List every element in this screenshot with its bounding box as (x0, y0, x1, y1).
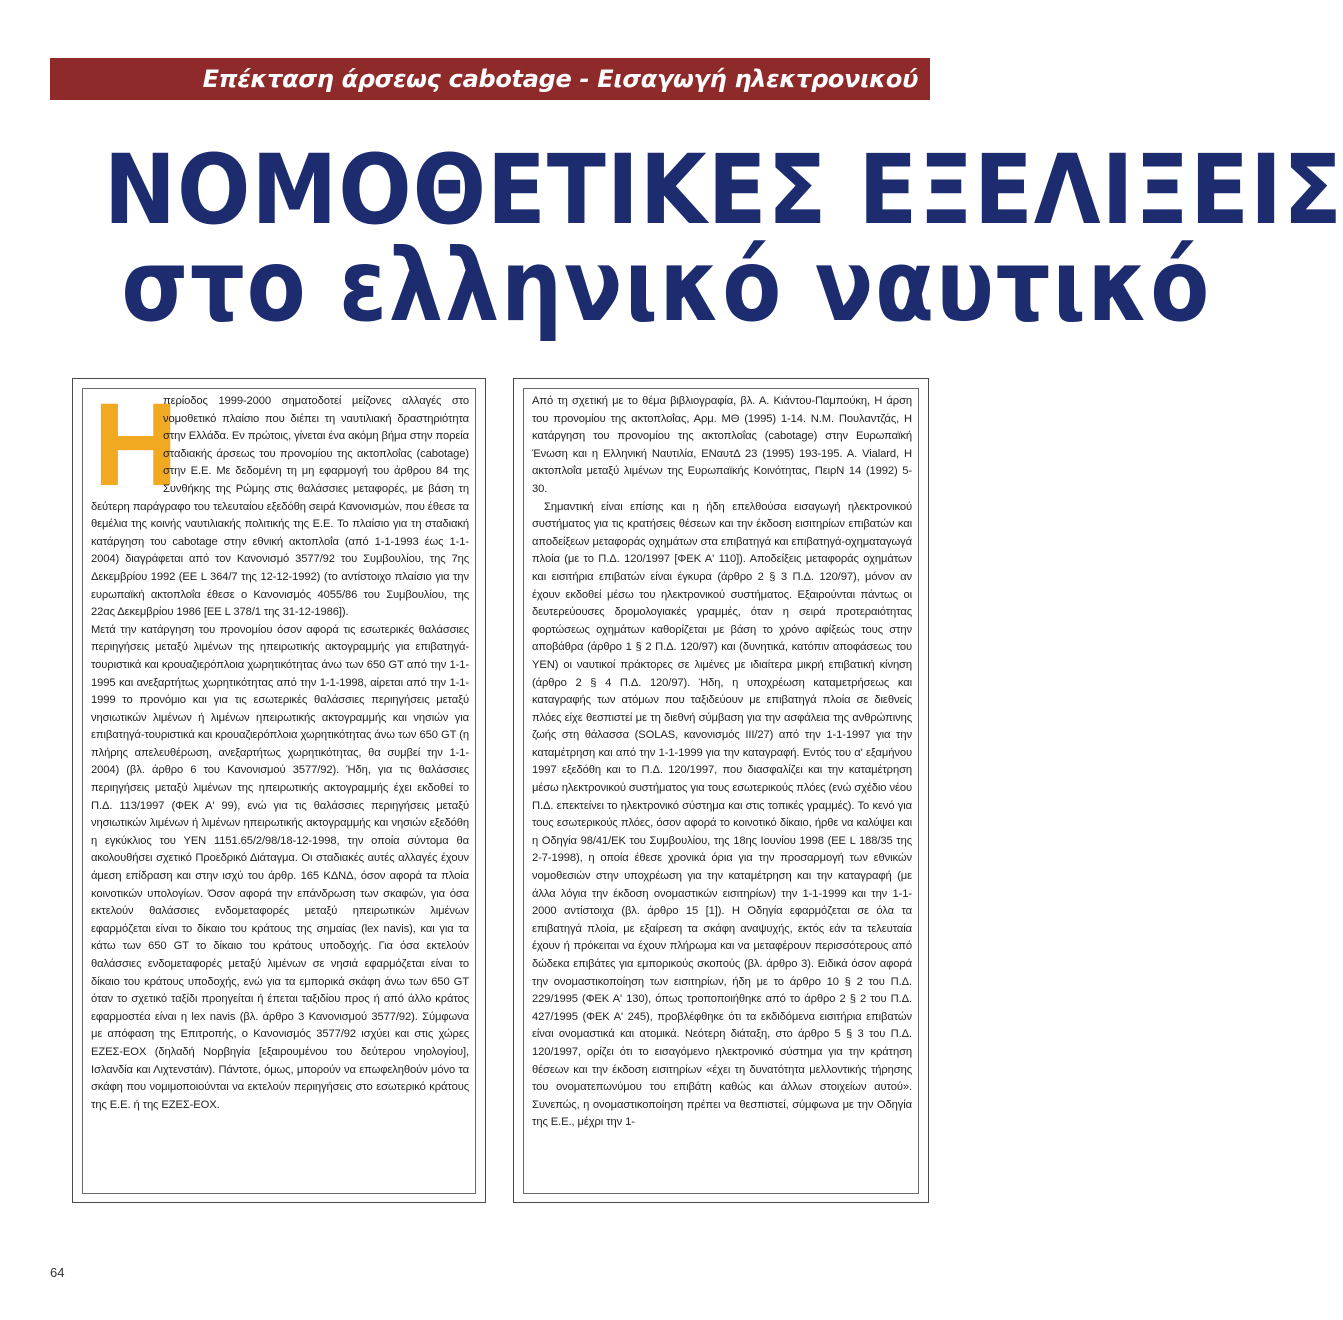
left-column (72, 378, 486, 1203)
drop-cap: Η (93, 379, 179, 511)
section-banner: Επέκταση άρσεως cabotage - Εισαγωγή ηλεκτρονικού (50, 58, 930, 100)
paragraph: Μετά την κατάργηση του προνομίου όσον αφορά τις εσωτερικές θαλάσσιες περιηγήσεις μεταξύ λιμένων της ηπειρωτικής ακτογραμμής για επιβατηγά-τουριστικά και κρουαζιερόπλοια χωρητικότητας άνω των 650 GT από την 1-1-1995 και ανεξαρτήτως χωρητικότητας από την 1-1-1998, αίρεται από την 1-1-1999 το προνόμιο και για τις εσωτερικές θαλάσσιες περιηγήσεις μεταξύ νησιωτικών λιμένων ή λιμένων ηπειρωτικής ακτογραμμής και νησιών για επιβατηγά-τουριστικά και κρουαζιερόπλοια χωρητικότητας άνω των 650 GT (η πλήρης απελευθέρωση, ανεξαρτήτως χωρητικότητας, θα συμβεί την 1-1-2004) (βλ. άρθρο 6 του Κανονισμού 3577/92). Ήδη, για τις θαλάσσιες περιηγήσεις μεταξύ λιμένων της ηπειρωτικής ακτογραμμής έχει εκδοθεί το Π.Δ. 113/1997 (ΦΕΚ Α' 99), ενώ για τις θαλάσσιες περιηγήσεις μεταξύ νησιωτικών λιμένων ή λιμένων ηπειρωτικής ακτογραμμής και νησιών εξεδόθη η εγκύκλιος του ΥΕΝ 1151.65/2/98/18-12-1998, την οποία σύντομα θα ακολουθήσει σχετικό Προεδρικό Διάταγμα. Οι σταδιακές αυτές αλλαγές έχουν άμεση επίδραση και στην ισχύ του άρθρ. 165 ΚΔΝΔ, όσον αφορά τα πλοία κοινοτικών υπολογίων. Όσον αφορά την επάνδρωση των σκαφών, για όσα εκτελούν θαλάσσιες ενδομεταφορές μεταξύ ηπειρωτικών λιμένων εφαρμόζεται είναι το δίκαιο του κράτους της σημαίας (lex navis), και για τα κάτω των 650 GT το δίκαιο του κράτους υποδοχής. Για όσα εκτελούν θαλάσσιες ενδομεταφορές μεταξύ λιμένων σε νησιά εφαρμόζεται είναι το δίκαιο του κράτους υποδοχής, ενώ για τα εμπορικά σκάφη άνω των 650 GT όταν το σχετικό ταξίδι προηγείται ή έπεται ταξιδίου προς ή από άλλο κράτος εφαρμοστέα είναι η lex navis (βλ. άρθρο 3 Κανονισμού 3577/92). Σύμφωνα με απόφαση της Επιτροπής, ο Κανονισμός 3577/92 ισχύει και στις χώρες ΕΖΕΣ-ΕΟΧ (δηλαδή Νορβηγία [εξαιρουμένου του δεύτερου νηολογίου], Ισλανδία και Λιχτενστάιν). Πάντοτε, όμως, μπορούν να επωφεληθούν μόνο τα σκάφη που νομιμοποιούνται να εκτελούν περιηγήσεις στο εσωτερικό κράτους της Ε.Ε. ή της ΕΖΕΣ-ΕΟΧ. (91, 623, 469, 1111)
left-column-frame (82, 379, 476, 1194)
right-column-frame (523, 388, 919, 1194)
paragraph: Από τη σχετική με το θέμα βιβλιογραφία, βλ. Α. Κιάντου-Παμπούκη, Η άρση του προνομίου της ακτοπλοΐας, Αρμ. ΜΘ (1995) 1-14. Ν.Μ. Πουλαντζάς, Η κατάργηση του προνομίου της ακτοπλοΐας (cabotage) στην Ευρωπαϊκή Ένωση και η Ελληνική Ναυτιλία, ΕΝαυτΔ 23 (1995) 193-195. Α. Vialard, Η ακτοπλοΐα μεταξύ λιμένων της Ευρωπαϊκής Κοινότητας, ΠειρΝ 14 (1992) 5-30. (532, 395, 912, 495)
paragraph (91, 379, 469, 622)
paragraph-text: περίοδος 1999-2000 σηματοδοτεί μείζονες αλλαγές στο νομοθετικό πλαίσιο που διέπει τη ναυτιλιακή δραστηριότητα στην Ελλάδα. Εν πρώτοις, γίνεται ένα ακόμη βήμα στην πορεία σταδιακής άρσεως του προνομίου της ακτοπλοΐας (cabotage) στην Ε.Ε. Με δεδομένη τη μη εφαρμογή του άρθρου 84 της Συνθήκης της Ρώμης στις θαλάσσιες μεταφορές, με βάση τη δεύτερη παράγραφο του τελευταίου εξεδόθη σειρά Κανονισμών, που έθεσε τα θεμέλια της κοινής ναυτιλιακής πολιτικής της Ε.Ε. Το πλαίσιο για τη σταδιακή κατάργηση του cabotage στην εθνική ακτοπλοΐα (από 1-1-1993 έως 1-1-2004) διαγράφεται από τον Κανονισμό 3577/92 του Συμβουλίου, της 7ης Δεκεμβρίου 1992 (ΕΕ L 364/7 της 12-12-1992) (το αντίστοιχο πλαίσιο για την ευρωπαϊκή ακτοπλοΐα έθεσε ο Κανονισμός 4055/86 του Συμβουλίου, της 22ας Δεκεμβρίου 1986 [ΕΕ L 378/1 της 31-12-1986]). (91, 395, 469, 619)
headline-line-2: στο ελληνικό ναυτικό (121, 227, 1212, 344)
page-number: 64 (50, 1265, 65, 1280)
right-column (513, 378, 929, 1203)
paragraph: Σημαντική είναι επίσης και η ήδη επελθούσα εισαγωγή ηλεκτρονικού συστήματος για τις κρατήσεις θέσεων και την έκδοση εισιτηρίων επιβατών και αποδείξεων μεταφοράς οχημάτων στα επιβατηγά και επιβατηγά-οχηματαγωγά πλοία (με το Π.Δ. 120/1997 [ΦΕΚ Α' 110]). Αποδείξεις μεταφοράς οχημάτων και εισιτήρια επιβατών είναι έγκυρα (άρθρο 2 § 3 Π.Δ. 120/97), μόνον αν έχουν εκδοθεί μέσω του ηλεκτρονικού συστήματος. Εξαιρούνται πάντως οι δευτερεύουσες δρομολογιακές γραμμές, όταν η σειρά προτεραιότητας φορτώσεως οχημάτων καθορίζεται με βάση το χρόνο αφίξεώς τους στην αποβάθρα (άρθρο 1 § 2 Π.Δ. 120/97) και (δυνητικά, κατόπιν αποφάσεως του ΥΕΝ) οι ναυτικοί πράκτορες σε λιμένες με ιδιαίτερα μικρή επιβατική κίνηση (άρθρο 2 § 4 Π.Δ. 120/97). Ήδη, η υποχρέωση καταμετρήσεως και καταγραφής των ατόμων που ταξιδεύουν με επιβατηγά πλοία σε διεθνείς πλόες είχε θεσπιστεί με τη διεθνή σύμβαση για την ασφάλεια της ανθρώπινης ζωής στη θάλασσα (SOLAS, κανονισμός III/27) από την 1-1-1997 για την καταμέτρηση και από την 1-1-1999 για την καταγραφή. Εντός του α' εξαμήνου 1997 εξεδόθη και το Π.Δ. 120/1997, που διασφαλίζει και την καταμέτρηση μέσω ηλεκτρονικού συστήματος για τους εσωτερικούς πλόες (ενώ σχέδιο νέου Π.Δ. επεκτείνει το ηλεκτρονικό σύστημα και στις τοπικές γραμμές). Το κενό για τους εσωτερικούς πλόες, όσον αφορά το κοινοτικό δίκαιο, ήρθε να καλύψει και η Οδηγία 98/41/ΕΚ του Συμβουλίου, της 18ης Ιουνίου 1998 (ΕΕ L 188/35 της 2-7-1998), η οποία έθεσε χρονικά όρια για την προσαρμογή των εθνικών νομοθεσιών στην υποχρέωση για την καταμέτρηση και την καταγραφή (με άλλα λόγια την έκδοση ονομαστικών εισιτηρίων) την 1-1-1999 και την 1-1-2000 αντίστοιχα (βλ. άρθρο 15 [1]). Η Οδηγία εφαρμόζεται σε όλα τα επιβατηγά πλοία, με εξαίρεση τα σκάφη αναψυχής, εκτός εάν τα τελευταία έχουν ή πρόκειται να έχουν πλήρωμα και να μεταφέρουν περισσότερους από δώδεκα επιβάτες για εμπορικούς σκοπούς (βλ. άρθρο 3). Ειδικά όσον αφορά την ονομαστικοποίηση των εισιτηρίων, ήδη με το άρθρο 10 § 2 του Π.Δ. 229/1995 (ΦΕΚ Α' 130), όπως τροποποιήθηκε από το άρθρο 2 § 2 του Π.Δ. 427/1995 (ΦΕΚ Α' 245), προβλέφθηκε ότι τα εκδιδόμενα εισιτήρια επιβατών είναι ονομαστικά και ατομικά. Νεότερη διάταξη, στο άρθρο 5 § 3 του Π.Δ. 120/1997, ορίζει ότι το εισαγόμενο ηλεκτρονικό σύστημα για την κράτηση θέσεων και την έκδοση εισιτηρίων «έχει τη δυνατότητα μελλοντικής τήρησης του ονοματεπωνύμου του επιβάτη καθώς και άλλων στοιχείων αυτού». Συνεπώς, η ονομαστικοποίηση πρέπει να θεσπιστεί, σύμφωνα με την Οδηγία της Ε.Ε., μέχρι την 1- (532, 500, 912, 1129)
headline-line-1: ΝΟΜΟΘΕΤΙΚΕΣ ΕΞΕΛΙΞΕΙΣ (103, 134, 1343, 246)
